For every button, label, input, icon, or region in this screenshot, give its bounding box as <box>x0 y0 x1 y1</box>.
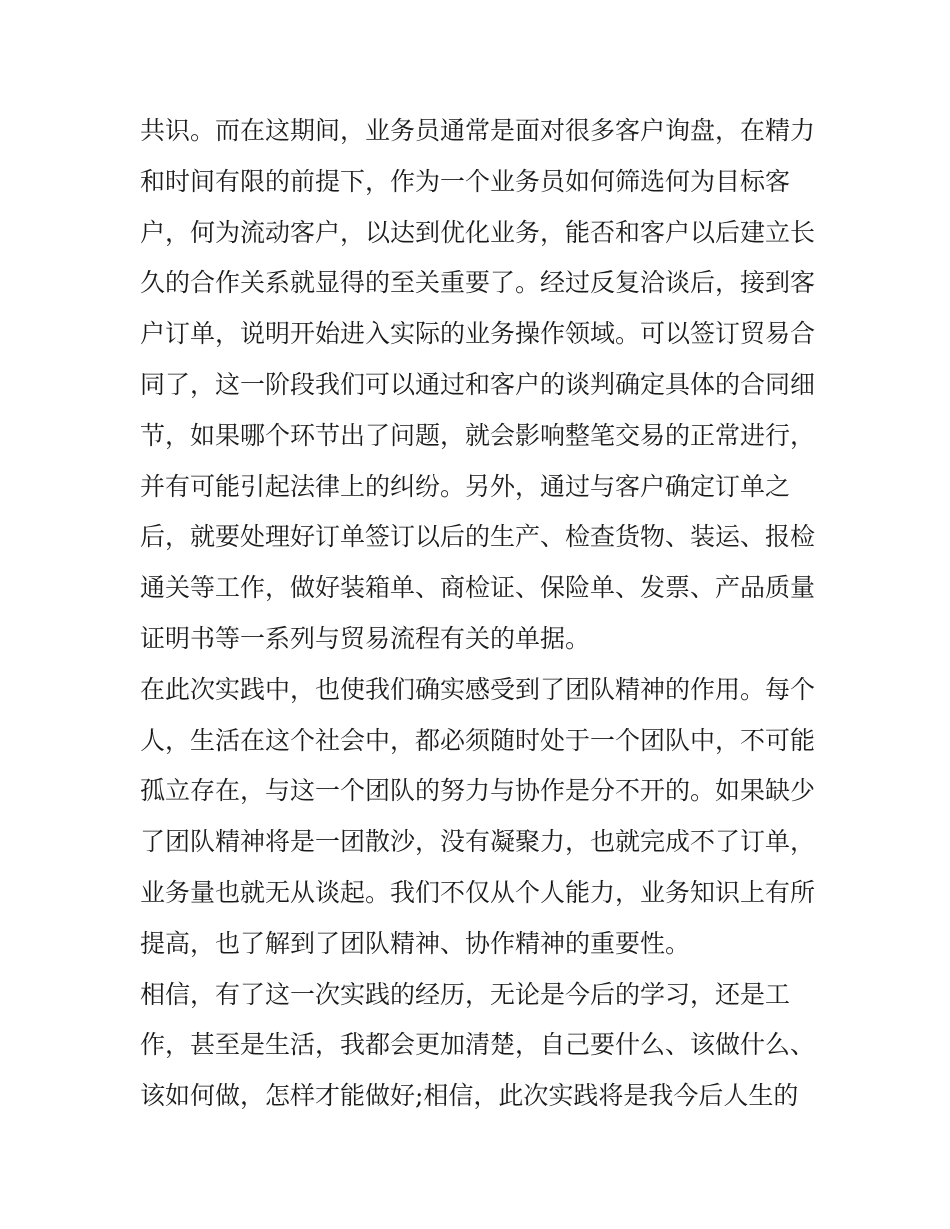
text-line: 该如何做，怎样才能做好;相信，此次实践将是我今后人生的 <box>140 1081 799 1111</box>
text-line: 业务量也就无从谈起。我们不仅从个人能力，业务知识上有所 <box>140 877 816 907</box>
text-line: 了团队精神将是一团散沙，没有凝聚力，也就完成不了订单， <box>140 827 816 857</box>
text-line: 证明书等一系列与贸易流程有关的单据。 <box>140 623 591 653</box>
text-line: 户，何为流动客户，以达到优化业务，能否和客户以后建立长 <box>140 217 816 247</box>
text-line: 提高，也了解到了团队精神、协作精神的重要性。 <box>140 928 691 958</box>
text-line: 孤立存在，与这一个团队的努力与协作是分不开的。如果缺少 <box>140 776 816 806</box>
text-line: 同了，这一阶段我们可以通过和客户的谈判确定具体的合同细 <box>140 369 816 399</box>
text-line: 后，就要处理好订单签订以后的生产、检查货物、装运、报检 <box>140 522 816 552</box>
text-line: 户订单，说明开始进入实际的业务操作领域。可以签订贸易合 <box>140 319 816 349</box>
text-line: 人，生活在这个社会中，都必须随时处于一个团队中，不可能 <box>140 725 816 755</box>
text-line: 通关等工作，做好装箱单、商检证、保险单、发票、产品质量 <box>140 573 816 603</box>
text-line: 久的合作关系就显得的至关重要了。经过反复洽谈后，接到客 <box>140 268 816 298</box>
body-text <box>140 106 820 1122</box>
text-line: 作，甚至是生活，我都会更加清楚，自己要什么、该做什么、 <box>140 1030 816 1060</box>
text-line: 相信，有了这一次实践的经历，无论是今后的学习，还是工 <box>140 979 791 1009</box>
text-line: 共识。而在这期间，业务员通常是面对很多客户询盘，在精力 <box>140 116 816 145</box>
text-line: 节，如果哪个环节出了问题，就会影响整笔交易的正常进行， <box>140 420 816 450</box>
text-line: 和时间有限的前提下，作为一个业务员如何筛选何为目标客 <box>140 166 791 196</box>
text-line: 并有可能引起法律上的纠纷。另外，通过与客户确定订单之 <box>140 471 791 501</box>
text-line: 在此次实践中，也使我们确实感受到了团队精神的作用。每个 <box>140 674 816 704</box>
